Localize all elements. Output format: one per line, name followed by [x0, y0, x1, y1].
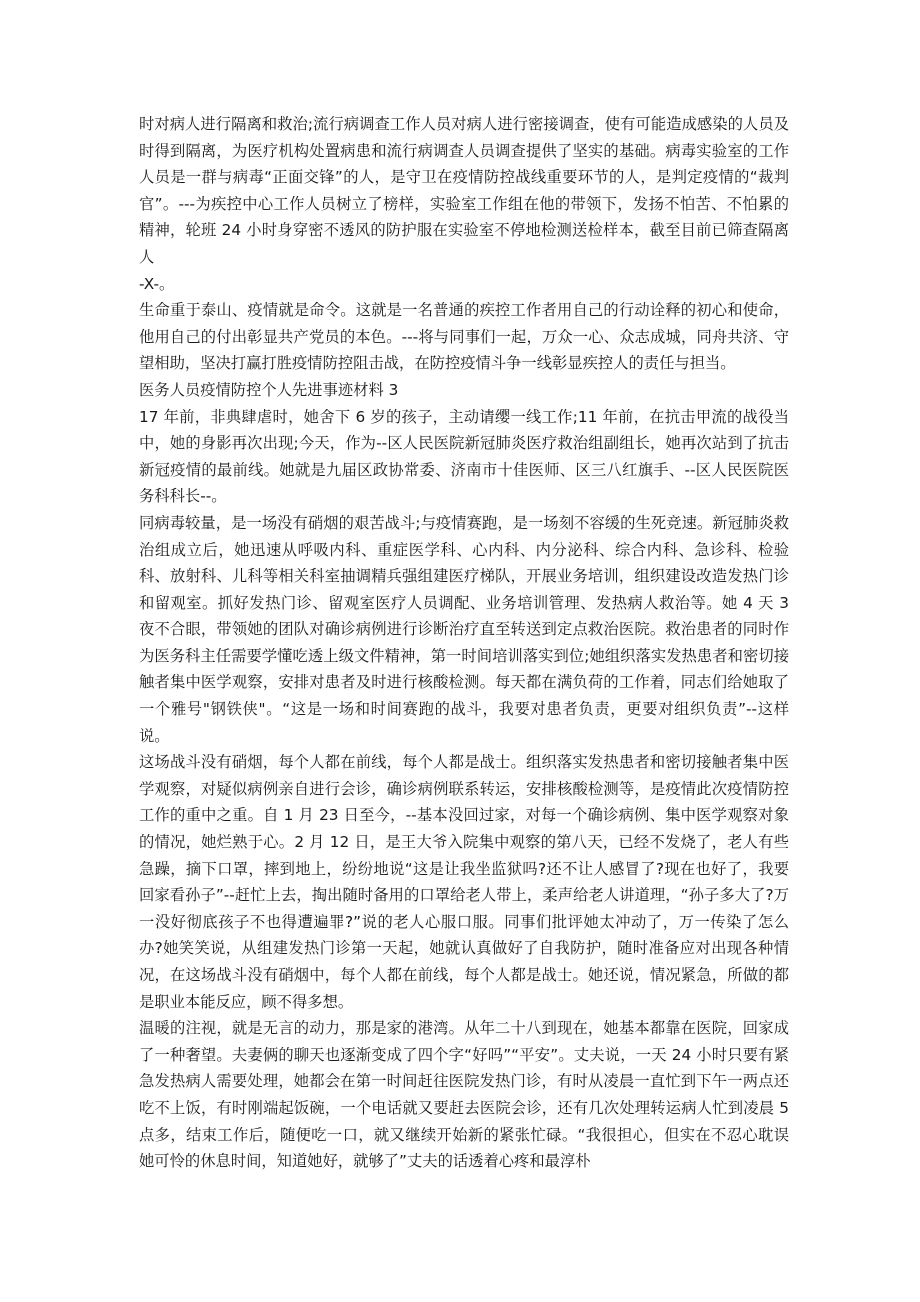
paragraph-8: 温暖的注视，就是无言的动力，那是家的港湾。从年二十八到现在，她基本都靠在医院，回家成了一种奢望。夫妻俩的聊天也逐渐变成了四个字“好吗”“平安”。丈夫说，一天 24 小时只要有紧急发热病人需要处理，她都会在第一时间赶往医院发热门诊，有时从凌晨一直忙到下午一两点还吃不上饭，有时刚端起饭碗，一个电话就又要赶去医院会诊，还有几次处理转运病人忙到凌晨 5 点多，结束工作后，随便吃一口，就又继续开始新的紧张忙碌。“我很担心，但实在不忍心耽误她可怜的休息时间，知道她好，就够了”丈夫的话透着心疼和最淳朴	[139, 1019, 789, 1171]
document-body	[139, 111, 789, 1175]
paragraph-7: 这场战斗没有硝烟，每个人都在前线，每个人都是战士。组织落实发热患者和密切接触者集中医学观察，对疑似病例亲自进行会诊，确诊病例联系转运，安排核酸检测等，是疫情此次疫情防控工作的重中之重。自 1 月 23 日至今，--基本没回过家，对每一个确诊病例、集中医学观察对象的情况，她烂熟于心。2 月 12 日，是王大爷入院集中观察的第八天，已经不发烧了，老人有些急躁，摘下口罩，摔到地上，纷纷地说“这是让我坐监狱吗?还不让人感冒了?现在也好了，我要回家看孙子”--赶忙上去，掏出随时备用的口罩给老人带上，柔声给老人讲道理，“孙子多大了?万一没好彻底孩子不也得遭遍罪?”说的老人心服口服。同事们批评她太冲动了，万一传染了怎么办?她笑笑说，从组建发热门诊第一天起，她就认真做好了自我防护，随时准备应对出现各种情况，在这场战斗没有硝烟中，每个人都在前线，每个人都是战士。她还说，情况紧急，所做的都是职业本能反应，顾不得多想。	[139, 753, 789, 1011]
section-heading: 医务人员疫情防控个人先进事迹材料 3	[139, 380, 399, 399]
paragraph-5: 17 年前，非典肆虐时，她舍下 6 岁的孩子，主动请缨一线工作;11 年前，在抗击甲流的战役当中，她的身影再次出现;今天，作为--区人民医院新冠肺炎医疗救治组副组长，她再次站到了抗击新冠疫情的最前线。她就是九届区政协常委、济南市十佳医师、区三八红旗手、--区人民医院医务科科长--。	[139, 407, 789, 506]
paragraph-6: 同病毒较量，是一场没有硝烟的艰苦战斗;与疫情赛跑，是一场刻不容缓的生死竞速。新冠肺炎救治组成立后，她迅速从呼吸内科、重症医学科、心内科、内分泌科、综合内科、急诊科、检验科、放射科、儿科等相关科室抽调精兵强组建医疗梯队，开展业务培训，组织建设改造发热门诊和留观室。抓好发热门诊、留观室医疗人员调配、业务培训管理、发热病人救治等。她 4 天 3 夜不合眼，带领她的团队对确诊病例进行诊断治疗直至转送到定点救治医院。救治患者的同时作为医务科主任需要学懂吃透上级文件精神，第一时间培训落实到位;她组织落实发热患者和密切接触者集中医学观察，安排对患者及时进行核酸检测。每天都在满负荷的工作着，同志们给她取了一个雅号"钢铁侠"。“这是一场和时间赛跑的战斗，我要对患者负责，更要对组织负责”--这样说。	[139, 513, 789, 745]
paragraph-1: 时对病人进行隔离和救治;流行病调查工作人员对病人进行密接调查，使有可能造成感染的人员及时得到隔离，为医疗机构处置病患和流行病调查人员调查提供了坚实的基础。病毒实验室的工作人员是一群与病毒“正面交锋”的人，是守卫在疫情防控战线重要环节的人，是判定疫情的“裁判官”。---为疾控中心工作人员树立了榜样，实验室工作组在他的带领下，发扬不怕苦、不怕累的精神，轮班 24 小时身穿密不透风的防护服在实验室不停地检测送检样本，截至目前已筛查隔离人	[139, 115, 789, 266]
paragraph-2: -X-。	[139, 274, 175, 293]
paragraph-3: 生命重于泰山、疫情就是命令。这就是一名普通的疾控工作者用自己的行动诠释的初心和使命，他用自己的付出彰显共产党员的本色。---将与同事们一起，万众一心、众志成城，同舟共济、守望相助，坚决打赢打胜疫情防控阻击战，在防控疫情斗争一线彰显疾控人的责任与担当。	[139, 301, 789, 373]
